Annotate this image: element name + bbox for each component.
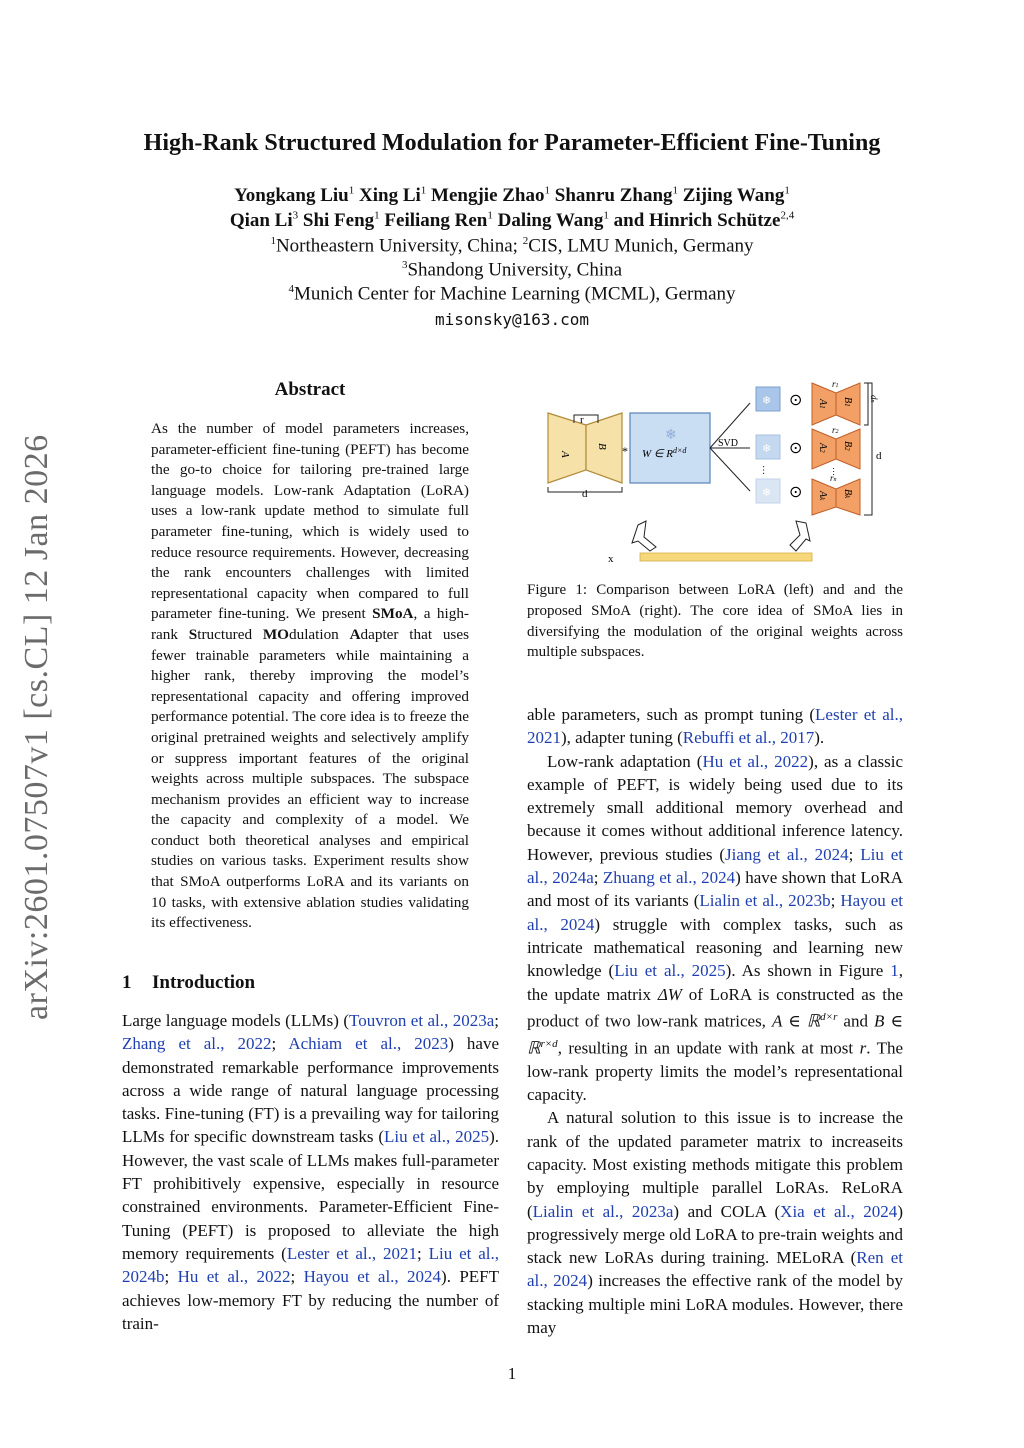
snowflake-icon: ❄ (762, 487, 772, 499)
snowflake-icon: ❄ (762, 395, 772, 407)
smoa-a-label: Ak (817, 491, 828, 501)
contact-email[interactable]: misonsky@163.com (434, 310, 590, 329)
lora-dim-label: d (582, 488, 588, 500)
smoa-a-label: A2 (817, 443, 828, 453)
figure-1 (540, 375, 900, 575)
author-list-line-2 (0, 210, 1024, 232)
citation-link[interactable]: Lialin et al., 2023a (532, 1201, 674, 1221)
author: Zijing Wang$^1$ (682, 185, 790, 207)
weight-matrix-label: W ∈ $R^{d\times d}$ (642, 446, 687, 460)
page-number: 1 (507, 1364, 517, 1383)
input-bar (640, 553, 812, 561)
smoa-module-2 (812, 425, 860, 469)
author: Shi Feng$^1$ (302, 210, 380, 232)
svd-label: SVD (718, 438, 739, 449)
citation-link[interactable]: Liu et al., 2024a (527, 844, 903, 888)
arxiv-identifier: arXiv:2601.07507v1 [cs.CL] 12 Jan 2026 (18, 434, 55, 1020)
citation-link[interactable]: Hu et al., 2022 (702, 751, 809, 771)
hadamard-operator: ⊙ (789, 440, 803, 457)
affiliation-line-3: $^4$Munich Center for Machine Learning (MCML), Germany (288, 283, 736, 305)
smoa-b-label: B1 (842, 397, 853, 407)
right-column-text (527, 703, 903, 1339)
lora-b-label: B (596, 443, 608, 450)
author: Shanru Zhang$^1$ (554, 185, 679, 207)
ellipsis: … (831, 467, 841, 476)
hadamard-operator: ⊙ (789, 392, 803, 409)
author: Feiliang Ren$^1$ (384, 210, 493, 232)
lora-rank-label: r (580, 414, 584, 426)
citation-link[interactable]: Ren et al., 2024 (527, 1248, 903, 1291)
rank-label: r2 (832, 425, 839, 435)
citation-link[interactable]: Liu et al., 2025 (384, 1127, 490, 1147)
citation-link[interactable]: Lester et al., 2021 (527, 705, 903, 748)
citation-link[interactable]: Lester et al., 2021 (286, 1243, 417, 1263)
paragraph: Low-rank adaptation (Hu et al., 2022), as a classic example of PEFT, is widely being used due to its extremely small additional memory overhead and because it comes without additional inference latency. However, previous studies (Jiang et al., 2024; Liu et al., 2024a; Zhuang et al., 2024) have shown that LoRA and most of its variants (Lialin et al., 2023b; Hayou et al., 2024) struggle with complex tasks, such as intricate mathematical reasoning and learning new knowledge (Liu et al., 2025). As shown in Figure 1, the update matrix ΔW of LoRA is constructed as the product of two low-rank matrices, A ∈ ℝ$^{d\times r}$ and B ∈ ℝ$^{r\times d}$, resulting in an update with rank at most r. The low-rank property limits the model’s representational capacity. (527, 751, 904, 1105)
rank-label: rn (830, 473, 837, 483)
author: Xing Li$^1$ (359, 185, 427, 207)
citation-link[interactable]: Liu et al., 2025 (614, 961, 726, 981)
citation-link[interactable]: Rebuffi et al., 2017 (682, 728, 815, 748)
citation-link[interactable]: Xia et al., 2024 (780, 1201, 898, 1221)
smoa-module-k (812, 473, 860, 515)
citation-link[interactable]: Touvron et al., 2023a (349, 1011, 495, 1030)
svd-arrow-bottom (710, 448, 750, 491)
author-list-line-1 (0, 185, 1024, 207)
hadamard-operator: ⊙ (789, 484, 803, 501)
figure-1-caption: Figure 1: Comparison between LoRA (left) and and the proposed SMoA (right). The core idea of SMoA lies in diversifying the modulation of the original weights across multiple subspaces. (527, 582, 903, 661)
author: Daling Wang$^1$ (497, 210, 609, 232)
multiply-symbol: * (622, 444, 628, 458)
citation-link[interactable]: Achiam et al., 2023 (288, 1034, 449, 1054)
abstract-text: As the number of model parameters increases, parameter-efficient fine-tuning (PEFT) has become the go-to choice for tailoring pre-trained large language models. Low-rank Adaptation (LoRA) uses a low-rank update method to simulate full parameter fine-tuning, which is widely used to reduce resource requirements. However, decreasing the rank encounters challenges with limited representational capacity when compared to full parameter fine-tuning. We present SMoA, a high-rank Structured MOdulation Adapter that uses fewer trainable parameters while maintaining a higher rank, thereby improving the model’s representational capacity and offering improved performance potential. The core idea is to freeze the original pretrained weights and selectively amplify or suppress important features of the original weights across multiple subspaces. The subspace mechanism provides an efficient way to increase the capacity and complexity of a model. We conduct both theoretical analyses and empirical studies on various tasks. Experiment results show that SMoA outperforms LoRA and its variants on 10 tasks, with extensive ablation studies validating its effectiveness. (151, 420, 469, 932)
input-arrow-right (790, 521, 810, 551)
rank-label: r1 (832, 379, 839, 389)
citation-link[interactable]: Lialin et al., 2023b (699, 891, 831, 911)
abstract-heading: Abstract (274, 379, 346, 400)
citation-link[interactable]: Hu et al., 2022 (177, 1267, 291, 1287)
ellipsis: … (760, 465, 771, 475)
subspace-dim-bracket (864, 383, 868, 425)
smoa-b-label: B2 (842, 441, 853, 451)
smoa-b-label: Bk (842, 489, 853, 499)
smoa-a-label: A1 (817, 399, 828, 409)
subspace-dim-label: dn (869, 395, 879, 403)
section-heading-introduction: 1 Introduction (122, 972, 256, 993)
figure-1-diagram (540, 375, 900, 570)
citation-link[interactable]: Jiang et al., 2024 (724, 844, 849, 864)
citation-link[interactable]: Zhuang et al., 2024 (602, 868, 736, 888)
author: Qian Li$^3$ (229, 210, 299, 232)
smoa-module-1 (812, 379, 860, 425)
author: Yongkang Liu$^1$ (234, 185, 355, 207)
citation-link[interactable]: Liu et al., 2024b (122, 1243, 499, 1287)
author: and Hinrich Schütze$^{2,4}$ (613, 210, 795, 232)
lora-a-label: A (559, 451, 571, 458)
affiliation-line-2: $^3$Shandong University, China (401, 259, 623, 281)
citation-link[interactable]: Hayou et al., 2024 (527, 891, 903, 934)
input-label: x (608, 553, 614, 565)
affiliation-line-1: $^1$Northeastern University, China; $^2$CIS, LMU Munich, Germany (270, 235, 754, 257)
input-arrow-left (632, 521, 656, 551)
citation-link[interactable]: Hayou et al., 2024 (303, 1267, 442, 1287)
figure-reference-link[interactable]: 1 (890, 961, 899, 981)
citation-link[interactable]: Zhang et al., 2022 (122, 1034, 272, 1054)
total-dim-label: d (876, 450, 882, 462)
snowflake-icon: ❄ (762, 443, 772, 455)
introduction-paragraph: Large language models (LLMs) (Touvron et al., 2023a; Zhang et al., 2022; Achiam et al., 2023) have demonstrated remarkable performance improvements across a wide range of natural language processing tasks. Fine-tuning (FT) is a prevailing way for tailoring LLMs for specific downstream tasks (Liu et al., 2025). However, the vast scale of LLMs makes full-parameter FT prohibitively expensive, especially in resource constrained environments. Parameter-Efficient Fine-Tuning (PEFT) is proposed to alleviate the high memory requirements (Lester et al., 2021; Liu et al., 2024b; Hu et al., 2022; Hayou et al., 2024). PEFT achieves low-memory FT by reducing the number of train- (122, 1011, 499, 1333)
paper-title: High-Rank Structured Modulation for Parameter-Efficient Fine-Tuning (143, 130, 881, 156)
author: Mengjie Zhao$^1$ (431, 185, 550, 207)
snowflake-icon: ❄ (665, 428, 677, 443)
paragraph: A natural solution to this issue is to increase the rank of the updated parameter matrix to increaseits capacity. Most existing methods mitigate this problem by employing multiple parallel LoRAs. ReLoRA (Lialin et al., 2023a) and COLA (Xia et al., 2024) progressively merge old LoRA to pre-train weights and stack new LoRAs during training. MELoRA (Ren et al., 2024) increases the effective rank of the model by stacking multiple mini LoRA modules. However, there may (527, 1108, 903, 1338)
paragraph: able parameters, such as prompt tuning (Lester et al., 2021), adapter tuning (Rebuffi et al., 2017). (527, 705, 903, 748)
